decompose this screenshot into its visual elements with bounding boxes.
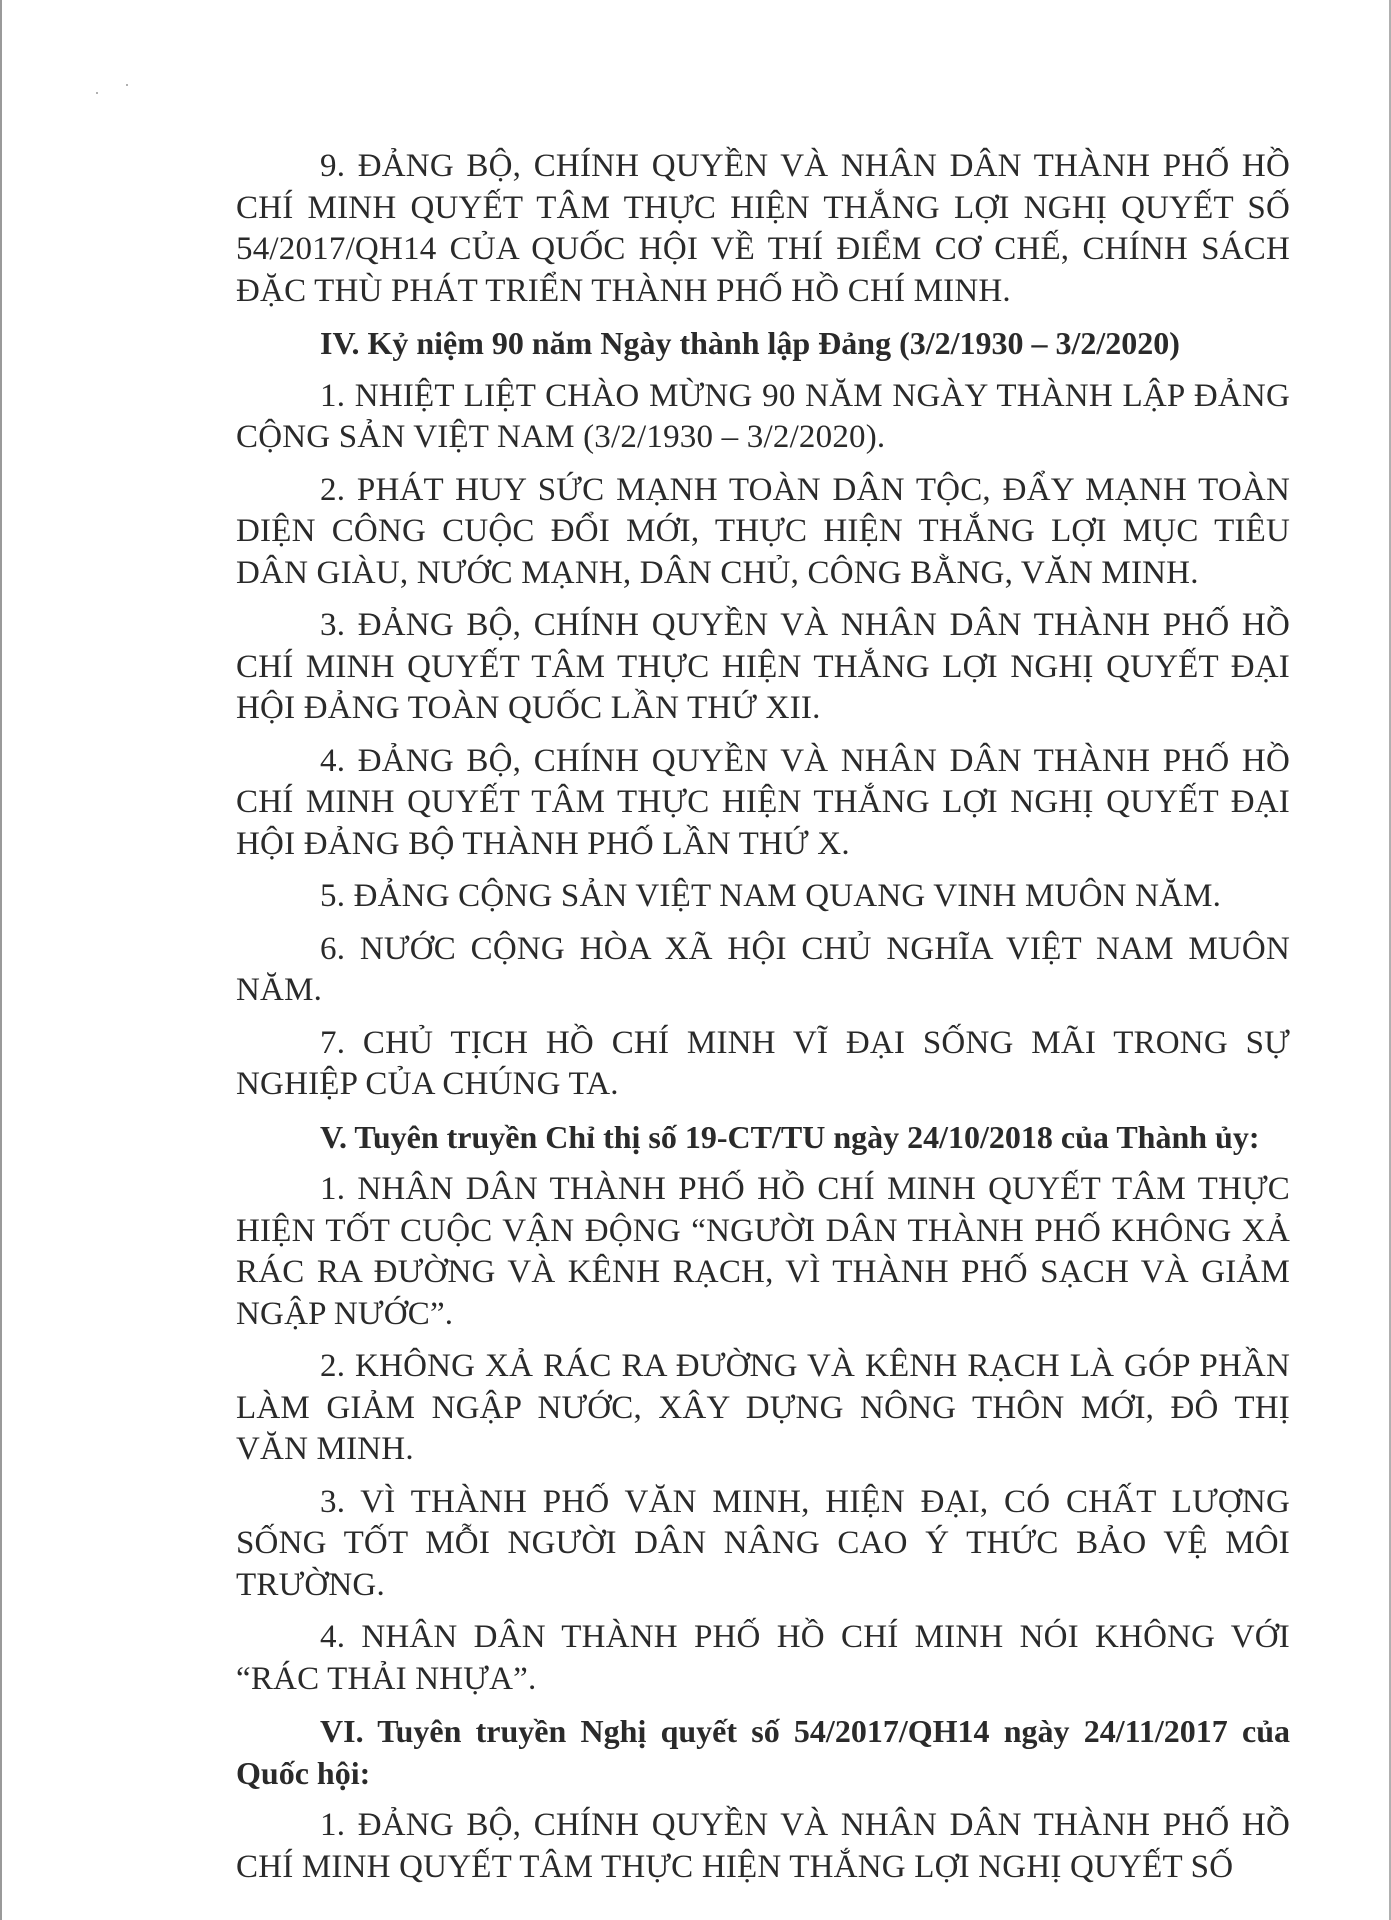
slogan-item: 2. KHÔNG XẢ RÁC RA ĐƯỜNG VÀ KÊNH RẠCH LÀ GÓP PHẦN LÀM GIẢM NGẬP NƯỚC, XÂY DỰNG NÔNG THÔN MỚI, ĐÔ THỊ VĂN MINH. <box>236 1348 1290 1467</box>
slogan-item: 1. ĐẢNG BỘ, CHÍNH QUYỀN VÀ NHÂN DÂN THÀNH PHỐ HỒ CHÍ MINH QUYẾT TÂM THỰC HIỆN THẮNG LỢI NGHỊ QUYẾT SỐ <box>236 1807 1290 1885</box>
slogan-item: 7. CHỦ TỊCH HỒ CHÍ MINH VĨ ĐẠI SỐNG MÃI TRONG SỰ NGHIỆP CỦA CHÚNG TA. <box>236 1024 1290 1102</box>
slogan-item: 2. PHÁT HUY SỨC MẠNH TOÀN DÂN TỘC, ĐẨY MẠNH TOÀN DIỆN CÔNG CUỘC ĐỔI MỚI, THỰC HIỆN THẮNG LỢI MỤC TIÊU DÂN GIÀU, NƯỚC MẠNH, DÂN CHỦ, CÔNG BẰNG, VĂN MINH. <box>236 471 1290 591</box>
slogan-item: 1. NHÂN DÂN THÀNH PHỐ HỒ CHÍ MINH QUYẾT TÂM THỰC HIỆN TỐT CUỘC VẬN ĐỘNG “NGƯỜI DÂN THÀNH PHỐ KHÔNG XẢ RÁC RA ĐƯỜNG VÀ KÊNH RẠCH, VÌ THÀNH PHỐ SẠCH VÀ GIẢM NGẬP NƯỚC”. <box>236 1171 1290 1332</box>
section-heading: IV. Kỷ niệm 90 năm Ngày thành lập Đảng (3/2/1930 – 3/2/2020) <box>320 325 1180 361</box>
slogan-item: 4. NHÂN DÂN THÀNH PHỐ HỒ CHÍ MINH NÓI KHÔNG VỚI “RÁC THẢI NHỰA”. <box>236 1619 1290 1697</box>
slogan-item: 9. ĐẢNG BỘ, CHÍNH QUYỀN VÀ NHÂN DÂN THÀNH PHỐ HỒ CHÍ MINH QUYẾT TÂM THỰC HIỆN THẮNG LỢI NGHỊ QUYẾT SỐ 54/2017/QH14 CỦA QUỐC HỘI VỀ THÍ ĐIỂM CƠ CHẾ, CHÍNH SÁCH ĐẶC THÙ PHÁT TRIỂN THÀNH PHỐ HỒ CHÍ MINH. <box>236 148 1290 309</box>
scan-speck <box>126 84 128 86</box>
slogan-item: 4. ĐẢNG BỘ, CHÍNH QUYỀN VÀ NHÂN DÂN THÀNH PHỐ HỒ CHÍ MINH QUYẾT TÂM THỰC HIỆN THẮNG LỢI NGHỊ QUYẾT ĐẠI HỘI ĐẢNG BỘ THÀNH PHỐ LẦN THỨ X. <box>236 742 1290 862</box>
scan-speck <box>96 92 98 94</box>
slogan-item: 6. NƯỚC CỘNG HÒA XÃ HỘI CHỦ NGHĨA VIỆT NAM MUÔN NĂM. <box>236 930 1290 1008</box>
document-body <box>236 146 1290 1899</box>
section-heading: VI. Tuyên truyền Nghị quyết số 54/2017/QH14 ngày 24/11/2017 của Quốc hội: <box>236 1713 1290 1791</box>
slogan-item: 1. NHIỆT LIỆT CHÀO MỪNG 90 NĂM NGÀY THÀNH LẬP ĐẢNG CỘNG SẢN VIỆT NAM (3/2/1930 – 3/2/2020). <box>236 377 1290 455</box>
slogan-item: 3. ĐẢNG BỘ, CHÍNH QUYỀN VÀ NHÂN DÂN THÀNH PHỐ HỒ CHÍ MINH QUYẾT TÂM THỰC HIỆN THẮNG LỢI NGHỊ QUYẾT ĐẠI HỘI ĐẢNG TOÀN QUỐC LẦN THỨ XII. <box>236 607 1290 726</box>
slogan-item: 3. VÌ THÀNH PHỐ VĂN MINH, HIỆN ĐẠI, CÓ CHẤT LƯỢNG SỐNG TỐT MỖI NGƯỜI DÂN NÂNG CAO Ý THỨC BẢO VỆ MÔI TRƯỜNG. <box>236 1483 1290 1603</box>
page-edge-left <box>0 0 2 1920</box>
slogan-item: 5. ĐẢNG CỘNG SẢN VIỆT NAM QUANG VINH MUÔN NĂM. <box>320 878 1222 914</box>
section-heading: V. Tuyên truyền Chỉ thị số 19-CT/TU ngày 24/10/2018 của Thành ủy: <box>320 1118 1260 1155</box>
